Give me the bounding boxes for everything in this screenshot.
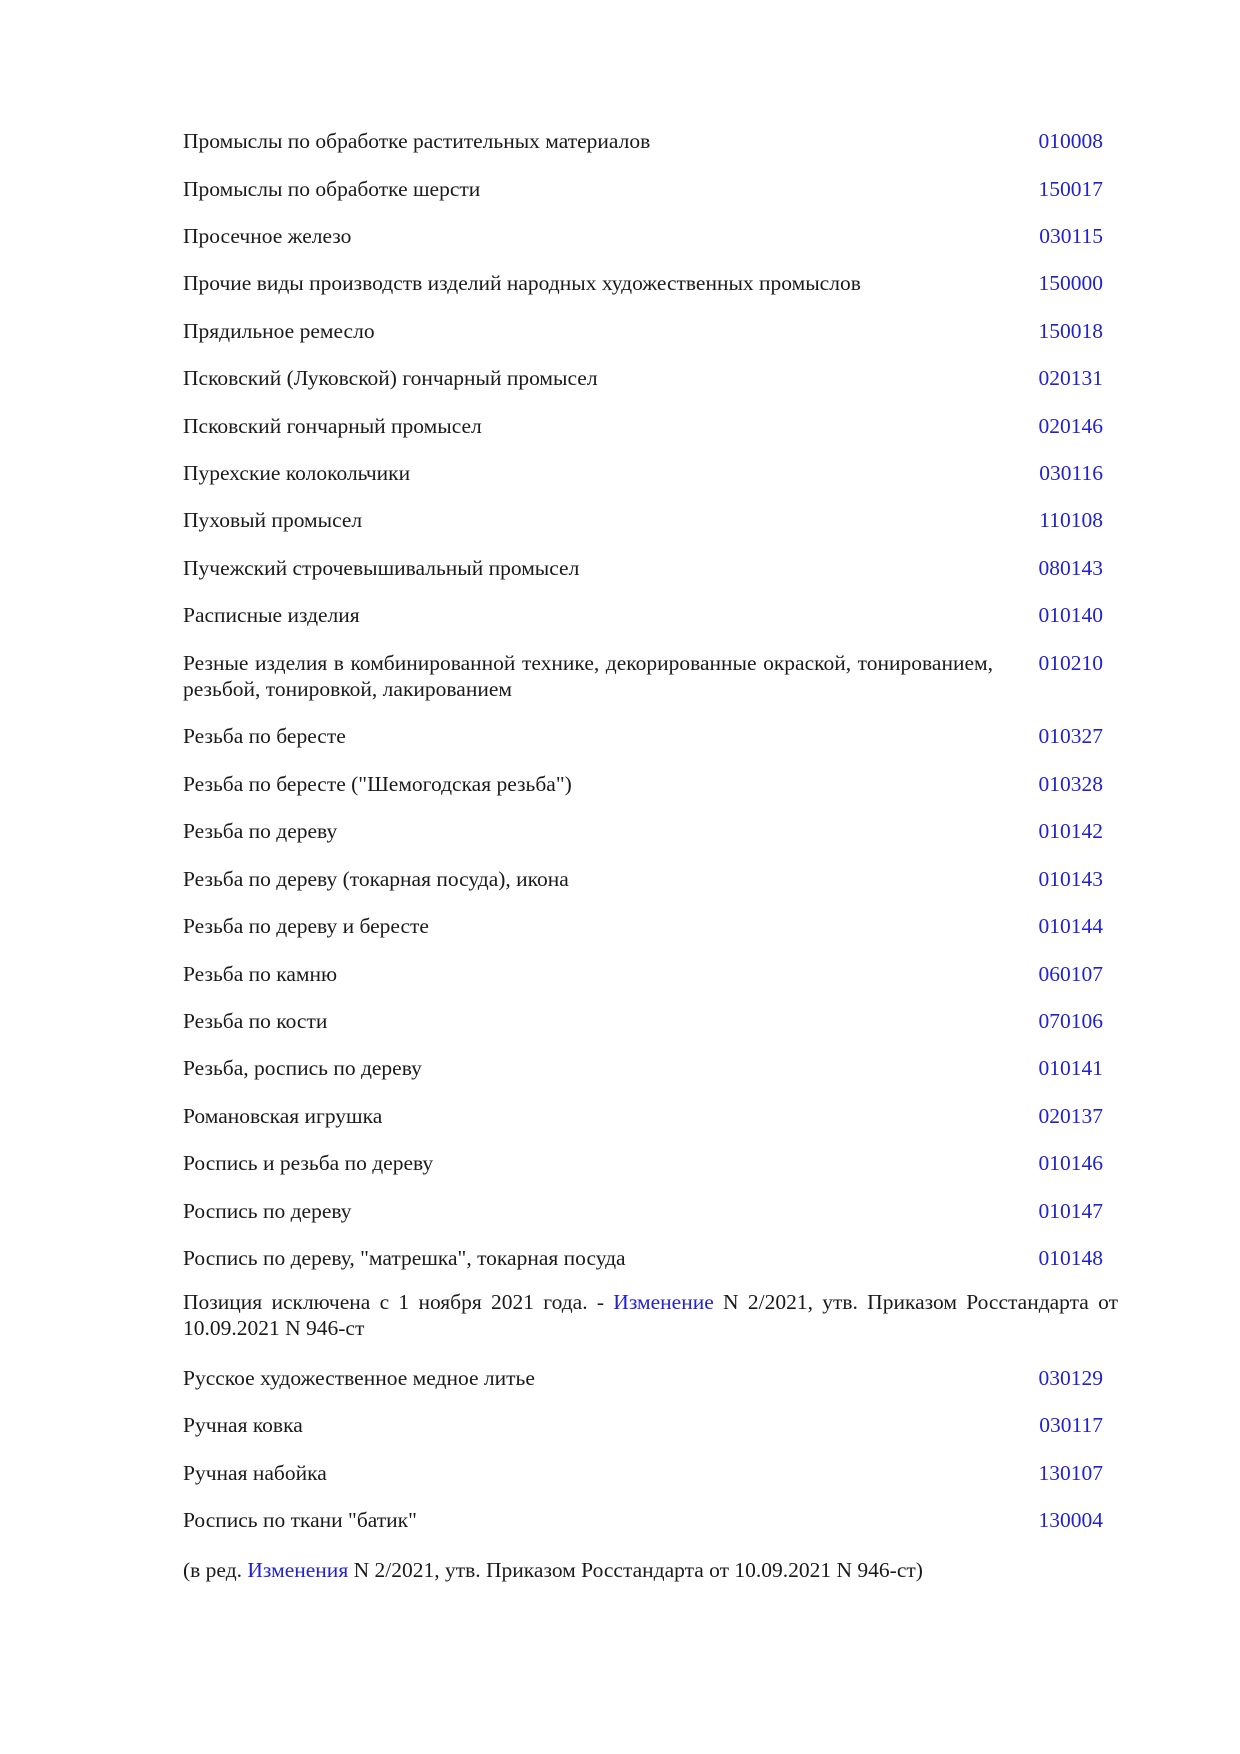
craft-name: Пучежский строчевышивальный промысел: [183, 556, 580, 580]
craft-name: Роспись и резьба по дереву: [183, 1151, 434, 1175]
craft-name: Промыслы по обработке шерсти: [183, 177, 481, 201]
craft-code-link[interactable]: 030129: [1038, 1366, 1103, 1390]
craft-code-link[interactable]: 010008: [1038, 129, 1103, 153]
craft-code-link[interactable]: 080143: [1038, 556, 1103, 580]
craft-code-link[interactable]: 010141: [1038, 1056, 1103, 1080]
amendment-link[interactable]: Изменения: [247, 1558, 349, 1582]
craft-name: Роспись по дереву, "матрешка", токарная посуда: [183, 1246, 626, 1270]
exclusion-note: [183, 1289, 1118, 1341]
craft-code-link[interactable]: 130107: [1038, 1461, 1103, 1485]
craft-name: Резьба по дереву и бересте: [183, 914, 429, 938]
craft-name: Промыслы по обработке растительных материалов: [183, 129, 651, 153]
craft-code-link[interactable]: 070106: [1038, 1009, 1103, 1033]
craft-name: Резьба по дереву (токарная посуда), икона: [183, 867, 569, 891]
craft-code-link[interactable]: 150018: [1038, 319, 1103, 343]
craft-code-link[interactable]: 010144: [1038, 914, 1103, 938]
craft-code-link[interactable]: 150000: [1038, 271, 1103, 295]
craft-name: Ручная набойка: [183, 1461, 327, 1485]
exclusion-note-suffix: N 2/2021, утв. Приказом Росстандарта от 10.09.2021 N 946-ст: [183, 1290, 1118, 1340]
craft-code-link[interactable]: 030115: [1039, 224, 1103, 248]
craft-code-link[interactable]: 010147: [1038, 1199, 1103, 1223]
craft-name: Резьба, роспись по дереву: [183, 1056, 422, 1080]
craft-name: Просечное железо: [183, 224, 352, 248]
craft-name: Псковский (Луковской) гончарный промысел: [183, 366, 598, 390]
craft-code-link[interactable]: 150017: [1038, 177, 1103, 201]
craft-code-link[interactable]: 010328: [1038, 772, 1103, 796]
craft-name: Русское художественное медное литье: [183, 1366, 535, 1390]
craft-code-link[interactable]: 010148: [1038, 1246, 1103, 1270]
craft-name: Псковский гончарный промысел: [183, 414, 482, 438]
craft-name: Расписные изделия: [183, 603, 360, 627]
craft-name: Прочие виды производств изделий народных художественных промыслов: [183, 271, 861, 295]
edition-note-suffix: N 2/2021, утв. Приказом Росстандарта от 10.09.2021 N 946-ст): [348, 1558, 923, 1582]
craft-code-link[interactable]: 020131: [1038, 366, 1103, 390]
craft-name: Ручная ковка: [183, 1413, 303, 1437]
craft-code-link[interactable]: 010143: [1038, 867, 1103, 891]
exclusion-note-prefix: Позиция исключена с 1 ноября 2021 года. -: [183, 1290, 614, 1314]
craft-name: Резьба по бересте: [183, 724, 346, 748]
craft-code-link[interactable]: 010146: [1038, 1151, 1103, 1175]
craft-code-link[interactable]: 020137: [1038, 1104, 1103, 1128]
craft-name: Роспись по ткани "батик": [183, 1508, 417, 1532]
craft-code-link[interactable]: 010327: [1038, 724, 1103, 748]
craft-name: Резьба по бересте ("Шемогодская резьба"): [183, 772, 572, 796]
edition-note: [183, 1557, 1118, 1583]
craft-name: Романовская игрушка: [183, 1104, 383, 1128]
craft-code-link[interactable]: 020146: [1038, 414, 1103, 438]
craft-code-link[interactable]: 030116: [1039, 461, 1103, 485]
craft-name: Резные изделия в комбинированной технике, декорированные окраской, тонированием, резьбой, тонировкой, лакированием: [183, 651, 993, 701]
craft-name: Резьба по кости: [183, 1009, 328, 1033]
craft-code-link[interactable]: 030117: [1039, 1413, 1103, 1437]
amendment-link[interactable]: Изменение: [613, 1290, 714, 1314]
craft-name: Резьба по камню: [183, 962, 338, 986]
craft-name: Пурехские колокольчики: [183, 461, 411, 485]
craft-code-link[interactable]: 130004: [1038, 1508, 1103, 1532]
craft-code-link[interactable]: 010140: [1038, 603, 1103, 627]
craft-name: Резьба по дереву: [183, 819, 338, 843]
craft-code-link[interactable]: 010210: [1038, 651, 1103, 675]
edition-note-prefix: (в ред.: [183, 1558, 248, 1582]
craft-code-link[interactable]: 110108: [1039, 508, 1103, 532]
craft-code-link[interactable]: 010142: [1038, 819, 1103, 843]
craft-code-link[interactable]: 060107: [1038, 962, 1103, 986]
craft-name: Прядильное ремесло: [183, 319, 375, 343]
craft-name: Пуховый промысел: [183, 508, 363, 532]
craft-name: Роспись по дереву: [183, 1199, 352, 1223]
